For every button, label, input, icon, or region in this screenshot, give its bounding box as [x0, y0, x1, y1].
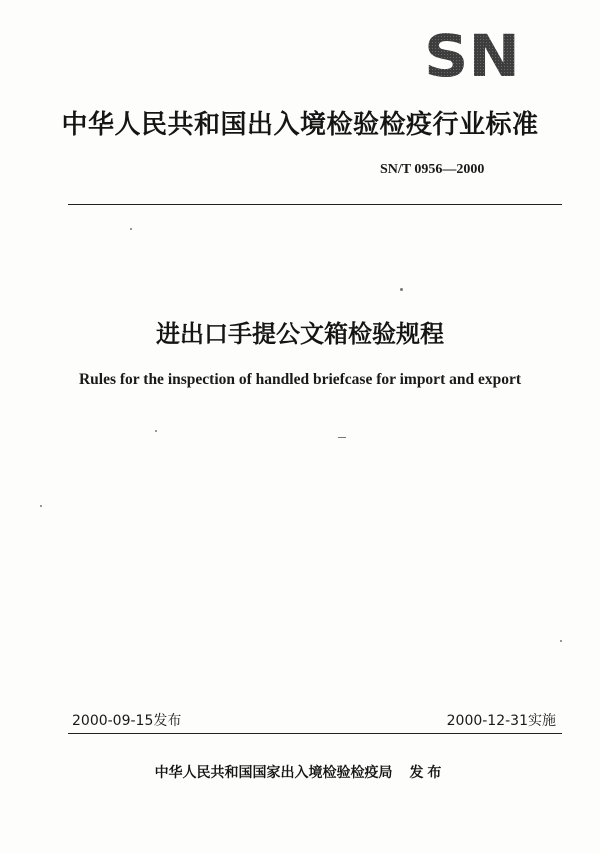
scan-speck: [40, 505, 42, 507]
sn-logo-mark: [422, 26, 522, 82]
sn-logo: [422, 26, 522, 82]
scan-speck: [338, 437, 346, 438]
bottom-divider: [68, 733, 562, 734]
scan-speck: [155, 430, 157, 432]
document-title-english: Rules for the inspection of handled briefcase for import and export: [78, 371, 522, 388]
svg-text:SN: SN: [424, 26, 520, 82]
standard-number: SN/T 0956—2000: [380, 162, 485, 177]
scan-speck: [130, 228, 132, 230]
top-divider: [68, 204, 562, 205]
issue-date: 2000-09-15发布: [72, 713, 182, 729]
implementation-date: 2000-12-31实施: [446, 713, 556, 729]
scan-speck: [560, 640, 562, 642]
publisher-action: 发布: [409, 765, 446, 781]
issuing-body-title: 中华人民共和国出入境检验检疫行业标准: [61, 110, 539, 140]
publisher-line: [0, 762, 600, 782]
document-title-chinese: 进出口手提公文箱检验规程: [156, 320, 444, 348]
publisher-name: 中华人民共和国国家出入境检验检疫局: [154, 765, 393, 781]
scan-speck: [400, 288, 403, 291]
